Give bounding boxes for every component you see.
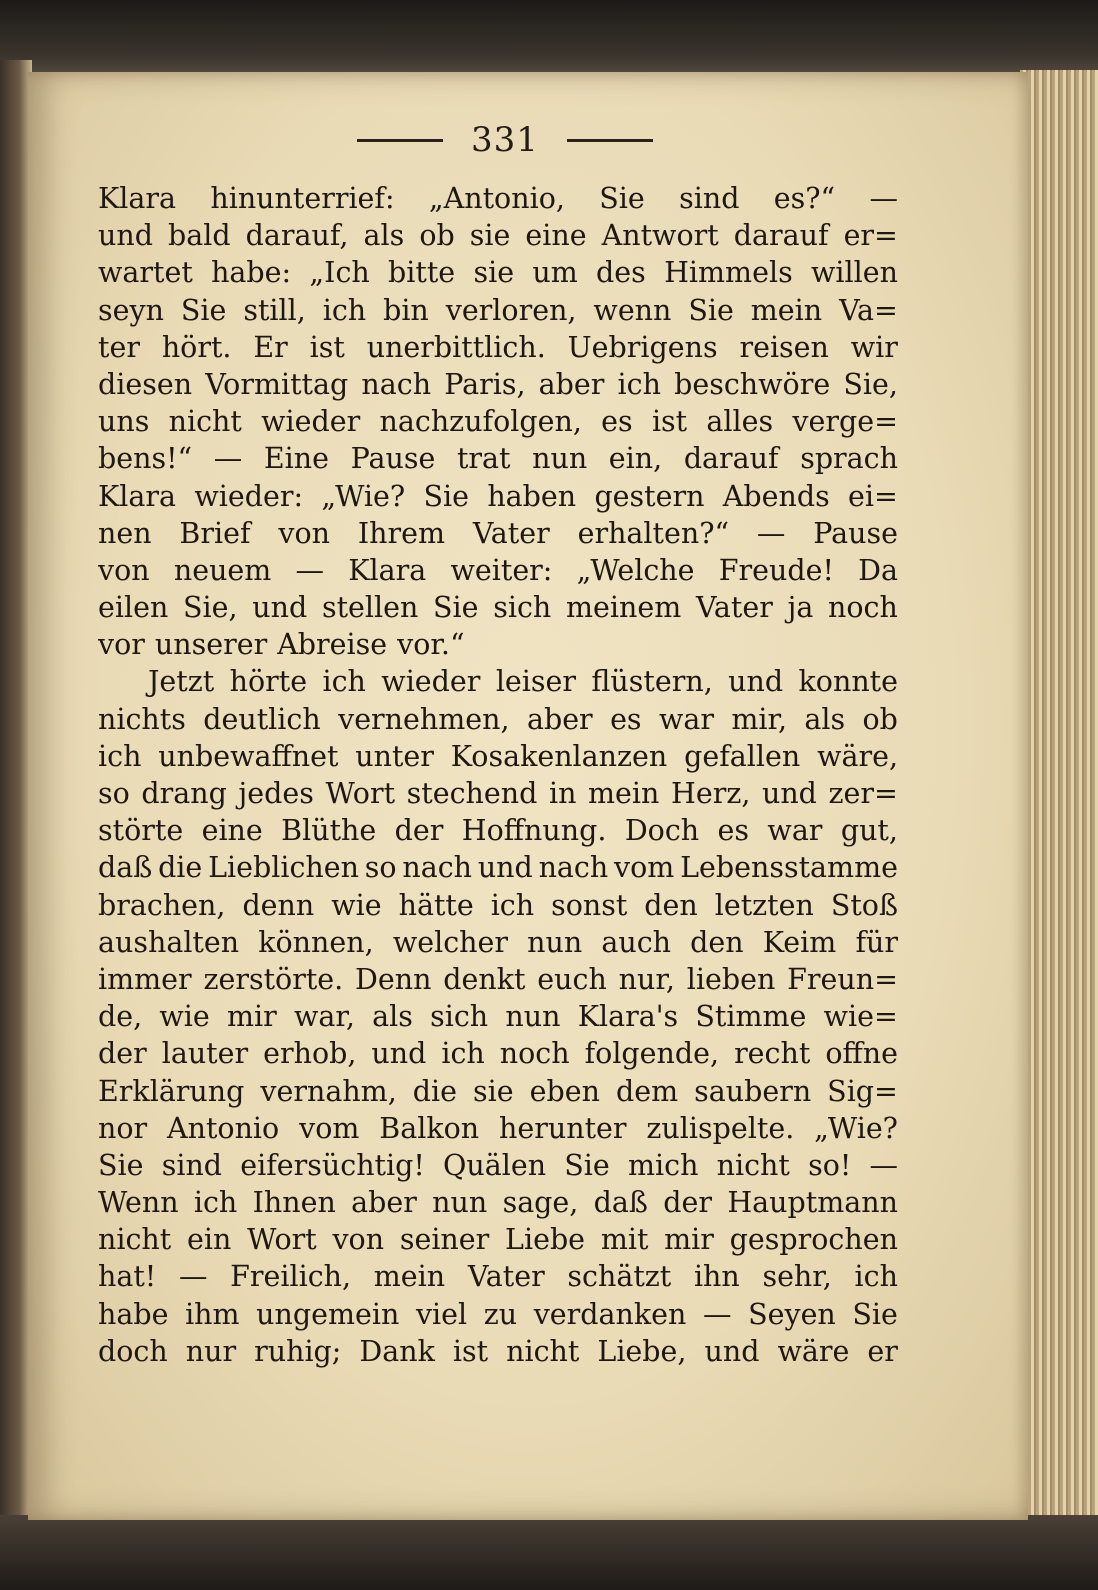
text-line: nicht ein Wort von seiner Liebe mit mir gesprochen — [98, 1223, 898, 1257]
page-edges — [1020, 70, 1098, 1530]
text-line: vor unserer Abreise vor.“ — [98, 628, 465, 662]
text-line: Jetzt hörte ich wieder leiser flüstern, und konnte — [148, 665, 898, 699]
text-line: diesen Vormittag nach Paris, aber ich beschwöre Sie, — [98, 367, 898, 401]
book-binding-top — [0, 0, 1098, 80]
text-line: nen Brief von Ihrem Vater erhalten?“ — Pause — [98, 516, 898, 550]
text-line: immer zerstörte. Denn denkt euch nur, lieben Freun= — [98, 962, 898, 996]
text-line: Klara wieder: „Wie? Sie haben gestern Abends ei= — [98, 479, 898, 513]
text-line: ter hört. Er ist unerbittlich. Uebrigens reisen wir — [98, 330, 898, 364]
text-line: de, wie mir war, als sich nun Klara's Stimme wie= — [98, 1000, 898, 1034]
text-line: eilen Sie, und stellen Sie sich meinem Vater ja noch — [98, 591, 898, 625]
text-line: daß die Lieblichen so nach und nach vom Lebensstamme — [98, 851, 898, 885]
text-line: bens!“ — Eine Pause trat nun ein, darauf sprach — [98, 442, 898, 476]
text-line: nor Antonio vom Balkon herunter zulispelte. „Wie? — [98, 1111, 898, 1145]
text-line: hat! — Freilich, mein Vater schätzt ihn sehr, ich — [98, 1260, 898, 1294]
text-line: so drang jedes Wort stechend in mein Herz, und zer= — [98, 777, 898, 810]
text-line: doch nur ruhig; Dank ist nicht Liebe, und wäre er — [98, 1334, 898, 1368]
text-line: von neuem — Klara weiter: „Welche Freude! Da — [98, 553, 898, 587]
text-line: brachen, denn wie hätte ich sonst den letzten Stoß — [98, 888, 898, 922]
header-rule-left — [357, 139, 443, 142]
text-line: und bald darauf, als ob sie eine Antwort darauf er= — [98, 219, 898, 253]
text-line: der lauter erhob, und ich noch folgende, recht offne — [98, 1037, 898, 1071]
text-line: aushalten können, welcher nun auch den Keim für — [98, 925, 898, 959]
book-binding-bottom — [0, 1515, 1098, 1590]
text-line: störte eine Blüthe der Hoffnung. Doch es war gut, — [98, 814, 898, 848]
text-line: Wenn ich Ihnen aber nun sage, daß der Hauptmann — [98, 1186, 898, 1220]
text-line: seyn Sie still, ich bin verloren, wenn Sie mein Va= — [98, 293, 898, 327]
body-text — [98, 180, 898, 1370]
text-line: uns nicht wieder nachzufolgen, es ist alles verge= — [98, 405, 898, 439]
text-line: Sie sind eifersüchtig! Quälen Sie mich nicht so! — — [98, 1148, 898, 1182]
text-line: ich unbewaffnet unter Kosakenlanzen gefallen wäre, — [98, 739, 898, 773]
page-number: 331 — [471, 120, 539, 160]
page-header — [340, 112, 670, 168]
text-line: Klara hinunterrief: „Antonio, Sie sind es?“ — — [98, 182, 898, 215]
text-line: wartet habe: „Ich bitte sie um des Himmels willen — [98, 256, 898, 290]
header-rule-right — [567, 139, 653, 142]
text-line: Erklärung vernahm, die sie eben dem saubern Sig= — [98, 1074, 898, 1108]
text-line: nichts deutlich vernehmen, aber es war mir, als ob — [98, 702, 898, 736]
text-line: habe ihm ungemein viel zu verdanken — Seyen Sie — [98, 1297, 898, 1331]
